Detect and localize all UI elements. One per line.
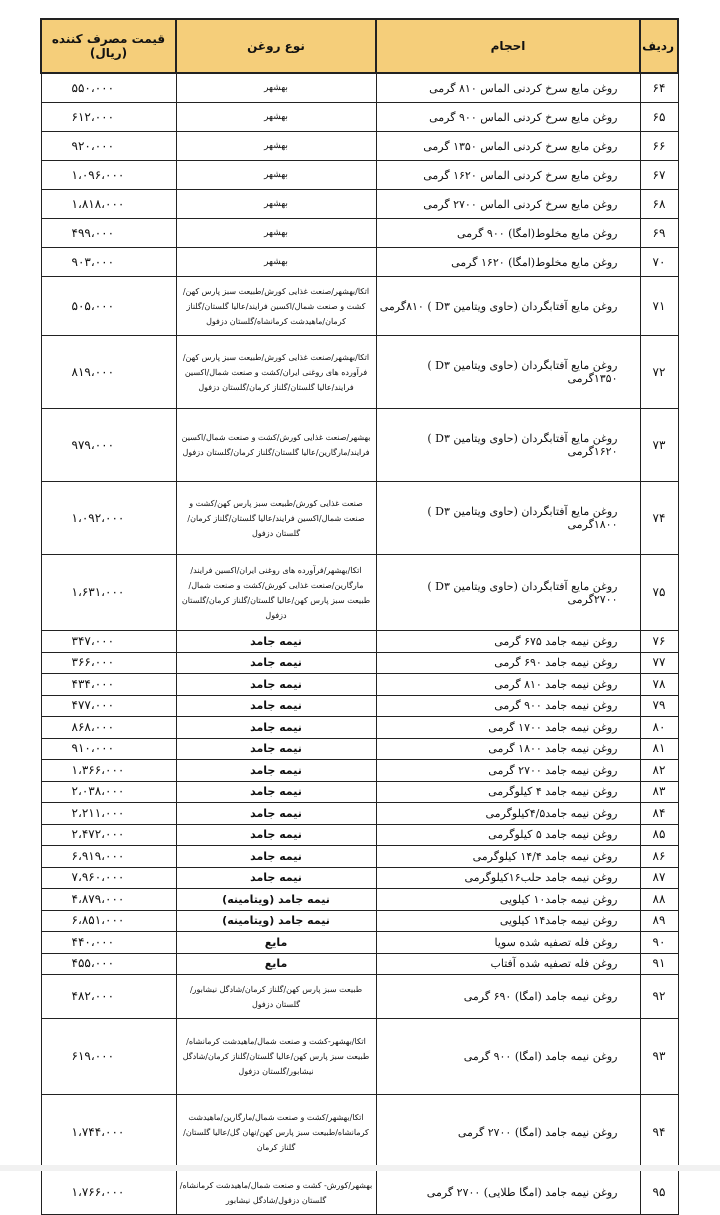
- row-oil-type: نیمه جامد: [176, 846, 376, 868]
- row-oil-type: نیمه جامد: [176, 695, 376, 717]
- row-price: ۶۱۲،۰۰۰: [41, 103, 176, 132]
- row-price: ۱،۰۹۶،۰۰۰: [41, 161, 176, 190]
- row-price: ۱،۳۶۶،۰۰۰: [41, 760, 176, 782]
- table-row: [41, 674, 678, 696]
- table-row: [41, 760, 678, 782]
- table-row: [41, 555, 678, 631]
- row-volume: روغن نیمه جامد ۴ کیلوگرمی: [376, 781, 640, 803]
- table-row: [41, 248, 678, 277]
- row-price: ۶،۹۱۹،۰۰۰: [41, 846, 176, 868]
- row-price: ۸۶۸،۰۰۰: [41, 717, 176, 739]
- row-number: ۷۴: [640, 482, 678, 555]
- row-volume: روغن نیمه جامد۴/۵کیلوگرمی: [376, 803, 640, 825]
- row-volume: روغن مایع مخلوط(امگا) ۹۰۰ گرمی: [376, 219, 640, 248]
- row-number: ۸۷: [640, 867, 678, 889]
- row-volume: روغن نیمه جامد ۱۴/۴ کیلوگرمی: [376, 846, 640, 868]
- table-body: [41, 73, 678, 1215]
- table-row: [41, 1019, 678, 1095]
- row-oil-type: اتکا/بهشهر/صنعت غذایی کورش/طبیعت سبز پارس کهن/کشت و صنعت شمال/اکسین فرایند/عالیا گلستان/گلناز کرمان/ماهیدشت کرمانشاه/گلستان دزفول: [176, 277, 376, 336]
- row-price: ۹۲۰،۰۰۰: [41, 132, 176, 161]
- row-number: ۹۵: [640, 1171, 678, 1215]
- row-price: ۳۴۷،۰۰۰: [41, 631, 176, 653]
- row-volume: روغن مایع سرخ کردنی الماس ۹۰۰ گرمی: [376, 103, 640, 132]
- row-volume: روغن نیمه جامد ۱۸۰۰ گرمی: [376, 738, 640, 760]
- row-number: ۹۰: [640, 932, 678, 954]
- row-volume: روغن نیمه جامد ۱۷۰۰ گرمی: [376, 717, 640, 739]
- row-number: ۷۹: [640, 695, 678, 717]
- row-price: ۴۸۲،۰۰۰: [41, 975, 176, 1019]
- row-oil-type: نیمه جامد: [176, 717, 376, 739]
- table-row: [41, 103, 678, 132]
- table-row: [41, 336, 678, 409]
- row-oil-type: نیمه جامد: [176, 674, 376, 696]
- row-volume: روغن مایع سرخ کردنی الماس ۱۳۵۰ گرمی: [376, 132, 640, 161]
- table-row: [41, 161, 678, 190]
- row-number: ۷۳: [640, 409, 678, 482]
- row-volume: روغن مایع سرخ کردنی الماس ۱۶۲۰ گرمی: [376, 161, 640, 190]
- table-row: [41, 846, 678, 868]
- row-price: ۱،۶۳۱،۰۰۰: [41, 555, 176, 631]
- row-oil-type: نیمه جامد: [176, 867, 376, 889]
- row-number: ۹۱: [640, 953, 678, 975]
- row-volume: روغن نیمه جامد حلب۱۶کیلوگرمی: [376, 867, 640, 889]
- row-volume: روغن مایع آفتابگردان (حاوی ویتامین D۳ ) ۱۸۰۰گرمی: [376, 482, 640, 555]
- row-number: ۸۸: [640, 889, 678, 911]
- row-number: ۶۴: [640, 73, 678, 103]
- row-volume: روغن نیمه جامد (امگا) ۹۰۰ گرمی: [376, 1019, 640, 1095]
- row-oil-type: صنعت غذایی کورش/طبیعت سبز پارس کهن/کشت و صنعت شمال/اکسین فرایند/عالیا گلستان/گلناز کرمان/گلستان دزفول: [176, 482, 376, 555]
- header-volume: احجام: [376, 19, 640, 73]
- table-row: [41, 73, 678, 103]
- row-volume: روغن نیمه جامد (امگا) ۶۹۰ گرمی: [376, 975, 640, 1019]
- row-number: ۸۹: [640, 910, 678, 932]
- row-price: ۳۶۶،۰۰۰: [41, 652, 176, 674]
- header-number: ردیف: [640, 19, 678, 73]
- table-row: [41, 717, 678, 739]
- row-volume: روغن نیمه جامد۱۰ کیلویی: [376, 889, 640, 911]
- table-row: [41, 695, 678, 717]
- row-number: ۷۰: [640, 248, 678, 277]
- row-volume: روغن مایع سرخ کردنی الماس ۲۷۰۰ گرمی: [376, 190, 640, 219]
- row-oil-type: نیمه جامد: [176, 738, 376, 760]
- table-row: [41, 889, 678, 911]
- row-price: ۲،۰۳۸،۰۰۰: [41, 781, 176, 803]
- row-oil-type: مایع: [176, 953, 376, 975]
- row-oil-type: اتکا/بهشهر/صنعت غذایی کورش/طبیعت سبز پارس کهن/فرآورده های روغنی ایران/کشت و صنعت شمال/اکسین فرایند/عالیا گلستان/گلناز کرمان/گلستان دزفول: [176, 336, 376, 409]
- row-oil-type: نیمه جامد: [176, 781, 376, 803]
- row-oil-type: بهشهر/صنعت غذایی کورش/کشت و صنعت شمال/اکسین فرایند/مارگارین/عالیا گلستان/گلناز کرمان/گلستان دزفول: [176, 409, 376, 482]
- row-oil-type: بهشهر: [176, 190, 376, 219]
- table-row: [41, 277, 678, 336]
- row-volume: روغن نیمه جامد ۲۷۰۰ گرمی: [376, 760, 640, 782]
- row-price: ۹۱۰،۰۰۰: [41, 738, 176, 760]
- row-volume: روغن نیمه جامد ۶۷۵ گرمی: [376, 631, 640, 653]
- price-table: [40, 18, 679, 1215]
- row-price: ۴،۸۷۹،۰۰۰: [41, 889, 176, 911]
- table-row: [41, 975, 678, 1019]
- row-number: ۷۲: [640, 336, 678, 409]
- page-bottom-strip: [0, 1165, 720, 1171]
- row-number: ۷۱: [640, 277, 678, 336]
- row-price: ۷،۹۶۰،۰۰۰: [41, 867, 176, 889]
- table-row: [41, 824, 678, 846]
- row-oil-type: اتکا/بهشهر/کشت و صنعت شمال/مارگارین/ماهیدشت کرمانشاه/طبیعت سبز پارس کهن/نهان گل/عالیا گلستان/گلناز کرمان: [176, 1095, 376, 1171]
- row-volume: روغن نیمه جامد (امگا) ۲۷۰۰ گرمی: [376, 1095, 640, 1171]
- row-oil-type: بهشهر: [176, 73, 376, 103]
- row-oil-type: نیمه جامد (ویتامینه): [176, 910, 376, 932]
- row-number: ۶۷: [640, 161, 678, 190]
- row-volume: روغن مایع آفتابگردان (حاوی ویتامین D۳ ) ۱۶۲۰گرمی: [376, 409, 640, 482]
- row-number: ۹۴: [640, 1095, 678, 1171]
- row-oil-type: نیمه جامد (ویتامینه): [176, 889, 376, 911]
- header-oil-type: نوع روغن: [176, 19, 376, 73]
- row-price: ۱،۷۴۴،۰۰۰: [41, 1095, 176, 1171]
- table-row: [41, 803, 678, 825]
- row-oil-type: نیمه جامد: [176, 760, 376, 782]
- row-oil-type: نیمه جامد: [176, 652, 376, 674]
- row-volume: روغن مایع آفتابگردان (حاوی ویتامین D۳ ) ۸۱۰گرمی: [376, 277, 640, 336]
- row-volume: روغن نیمه جامد۱۴ کیلویی: [376, 910, 640, 932]
- table-row: [41, 953, 678, 975]
- row-price: ۶،۸۵۱،۰۰۰: [41, 910, 176, 932]
- row-number: ۸۲: [640, 760, 678, 782]
- row-number: ۸۴: [640, 803, 678, 825]
- table-row: [41, 631, 678, 653]
- row-number: ۶۸: [640, 190, 678, 219]
- row-price: ۵۰۵،۰۰۰: [41, 277, 176, 336]
- row-volume: روغن نیمه جامد ۹۰۰ گرمی: [376, 695, 640, 717]
- row-oil-type: بهشهر/کورش- کشت و صنعت شمال/ماهیدشت کرمانشاه/گلستان دزفول/شادگل نیشابور: [176, 1171, 376, 1215]
- row-volume: روغن نیمه جامد ۶۹۰ گرمی: [376, 652, 640, 674]
- row-price: ۹۰۳،۰۰۰: [41, 248, 176, 277]
- row-number: ۸۰: [640, 717, 678, 739]
- table-row: [41, 867, 678, 889]
- row-price: ۴۷۷،۰۰۰: [41, 695, 176, 717]
- row-number: ۷۶: [640, 631, 678, 653]
- row-number: ۷۸: [640, 674, 678, 696]
- row-volume: روغن مایع آفتابگردان (حاوی ویتامین D۳ ) ۲۷۰۰گرمی: [376, 555, 640, 631]
- row-oil-type: نیمه جامد: [176, 631, 376, 653]
- row-volume: روغن مایع سرخ کردنی الماس ۸۱۰ گرمی: [376, 73, 640, 103]
- row-price: ۱،۸۱۸،۰۰۰: [41, 190, 176, 219]
- row-number: ۹۳: [640, 1019, 678, 1095]
- row-price: ۵۵۰،۰۰۰: [41, 73, 176, 103]
- table-row: [41, 652, 678, 674]
- row-volume: روغن نیمه جامد ۸۱۰ گرمی: [376, 674, 640, 696]
- row-number: ۷۷: [640, 652, 678, 674]
- row-oil-type: بهشهر: [176, 219, 376, 248]
- row-oil-type: بهشهر: [176, 161, 376, 190]
- row-price: ۹۷۹،۰۰۰: [41, 409, 176, 482]
- table-row: [41, 132, 678, 161]
- row-oil-type: بهشهر: [176, 248, 376, 277]
- row-price: ۱،۷۶۶،۰۰۰: [41, 1171, 176, 1215]
- row-number: ۶۵: [640, 103, 678, 132]
- row-number: ۸۶: [640, 846, 678, 868]
- row-number: ۹۲: [640, 975, 678, 1019]
- table-row: [41, 482, 678, 555]
- row-price: ۲،۲۱۱،۰۰۰: [41, 803, 176, 825]
- row-oil-type: اتکا/بهشهر/فرآورده های روغنی ایران/اکسین فرایند/مارگارین/صنعت غذایی کورش/کشت و صنعت شمال/طبیعت سبز پارس کهن/عالیا گلستان/گلناز کرمان/گلستان دزفول: [176, 555, 376, 631]
- row-oil-type: بهشهر: [176, 103, 376, 132]
- row-price: ۴۴۰،۰۰۰: [41, 932, 176, 954]
- row-oil-type: بهشهر: [176, 132, 376, 161]
- table-row: [41, 409, 678, 482]
- table-row: [41, 910, 678, 932]
- row-number: ۶۶: [640, 132, 678, 161]
- table-row: [41, 781, 678, 803]
- row-number: ۸۱: [640, 738, 678, 760]
- row-number: ۶۹: [640, 219, 678, 248]
- row-price: ۴۵۵،۰۰۰: [41, 953, 176, 975]
- row-volume: روغن فله تصفیه شده آفتاب: [376, 953, 640, 975]
- row-oil-type: طبیعت سبز پارس کهن/گلناز کرمان/شادگل نیشابور/گلستان دزفول: [176, 975, 376, 1019]
- row-price: ۱،۰۹۲،۰۰۰: [41, 482, 176, 555]
- row-volume: روغن نیمه جامد ۵ کیلوگرمی: [376, 824, 640, 846]
- table-row: [41, 738, 678, 760]
- row-price: ۴۹۹،۰۰۰: [41, 219, 176, 248]
- row-volume: روغن فله تصفیه شده سویا: [376, 932, 640, 954]
- table-row: [41, 219, 678, 248]
- row-price: ۲،۴۷۲،۰۰۰: [41, 824, 176, 846]
- row-oil-type: نیمه جامد: [176, 803, 376, 825]
- row-price: ۸۱۹،۰۰۰: [41, 336, 176, 409]
- row-oil-type: مایع: [176, 932, 376, 954]
- table-row: [41, 1095, 678, 1171]
- row-oil-type: اتکا/بهشهر-کشت و صنعت شمال/ماهیدشت کرمانشاه/طبیعت سبز پارس کهن/عالیا گلستان/گلناز کرمان/شادگل نیشابور/گلستان دزفول: [176, 1019, 376, 1095]
- header-price: قیمت مصرف کننده (ریال): [41, 19, 176, 73]
- table-row: [41, 932, 678, 954]
- row-volume: روغن مایع مخلوط(امگا) ۱۶۲۰ گرمی: [376, 248, 640, 277]
- row-price: ۴۳۴،۰۰۰: [41, 674, 176, 696]
- row-oil-type: نیمه جامد: [176, 824, 376, 846]
- row-number: ۷۵: [640, 555, 678, 631]
- table-row: [41, 1171, 678, 1215]
- row-volume: روغن نیمه جامد (امگا طلایی) ۲۷۰۰ گرمی: [376, 1171, 640, 1215]
- row-number: ۸۳: [640, 781, 678, 803]
- row-price: ۶۱۹،۰۰۰: [41, 1019, 176, 1095]
- row-number: ۸۵: [640, 824, 678, 846]
- table-header: [41, 19, 678, 73]
- row-volume: روغن مایع آفتابگردان (حاوی ویتامین D۳ ) ۱۳۵۰گرمی: [376, 336, 640, 409]
- table-row: [41, 190, 678, 219]
